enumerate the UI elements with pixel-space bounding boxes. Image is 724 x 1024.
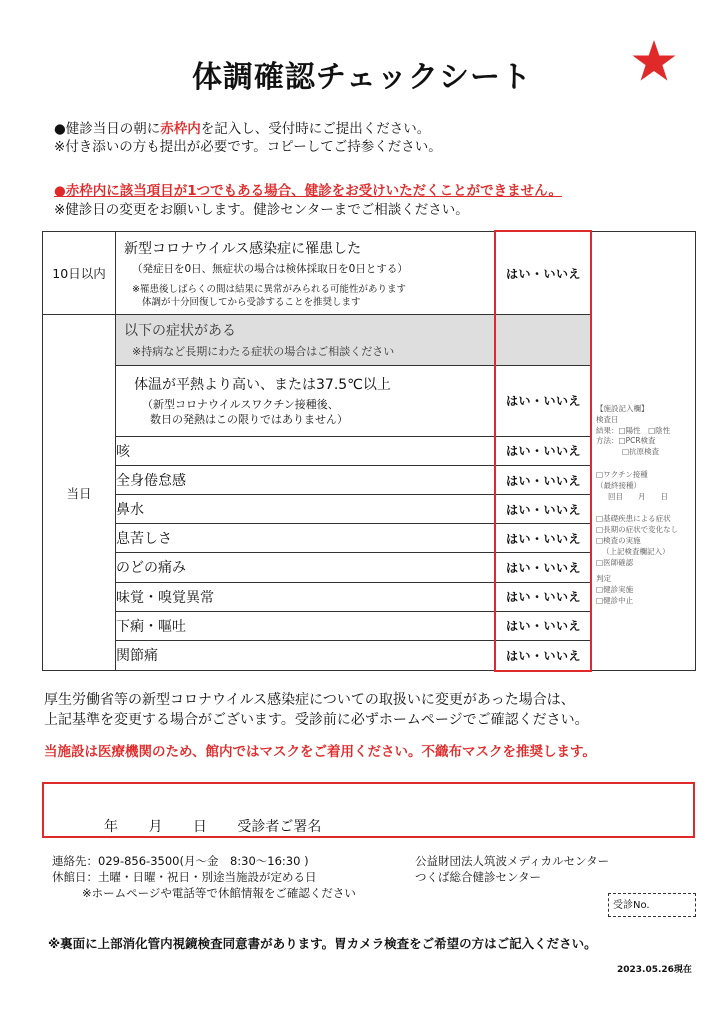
warning-text: ●赤枠内に該当項目が1つでもある場合、健診をお受けいただくことができません。 ※健診日の変更をお願いします。健診センターまでご相談ください。: [54, 183, 562, 218]
revision-date: 2023.05.26現在: [617, 965, 692, 975]
answer-yes-no[interactable]: はい・いいえ: [496, 611, 592, 640]
back-page-note: ※裏面に上部消化管内視鏡検査同意書があります。胃カメラ検査をご希望の方はご記入ください。: [48, 936, 597, 951]
answer-yes-no[interactable]: はい・いいえ: [496, 365, 592, 436]
answer-yes-no[interactable]: はい・いいえ: [496, 640, 592, 670]
symptom-item: 全身倦怠感: [116, 466, 496, 495]
mask-notice: 当施設は医療機関のため、館内ではマスクをご着用ください。不織布マスクを推奨します。: [44, 744, 596, 760]
row-label-10days: 10日以内: [43, 232, 116, 315]
row-label-today: 当日: [43, 315, 116, 671]
symptom-item: 咳: [116, 436, 496, 465]
symptoms-header: 以下の症状がある ※持病など長期にわたる症状の場合はご相談ください: [116, 315, 496, 365]
symptom-item: 息苦しさ: [116, 524, 496, 553]
table-row: [43, 232, 696, 315]
answer-yes-no[interactable]: はい・いいえ: [496, 582, 592, 611]
star-icon: [628, 36, 680, 88]
q-temperature: 体温が平熱より高い、または37.5℃以上 （新型コロナウイルスワクチン接種後、 数日の発熱はこの限りではありません）: [116, 365, 496, 436]
answer-yes-no[interactable]: はい・いいえ: [496, 524, 592, 553]
answer-yes-no[interactable]: はい・いいえ: [496, 553, 592, 582]
symptom-item: 下痢・嘔吐: [116, 611, 496, 640]
answer-yes-no[interactable]: はい・いいえ: [496, 232, 592, 315]
red-answer-frame: [494, 230, 592, 672]
organization: 公益財団法人筑波メディカルセンター つくば総合健診センター: [415, 854, 610, 884]
symptom-item: 鼻水: [116, 495, 496, 524]
symptom-item: 味覚・嗅覚異常: [116, 582, 496, 611]
answer-yes-no[interactable]: はい・いいえ: [496, 495, 592, 524]
answer-yes-no[interactable]: はい・いいえ: [496, 436, 592, 465]
answer-yes-no[interactable]: はい・いいえ: [496, 466, 592, 495]
contact-info: 連絡先：029-856-3500(月～金 8:30～16:30 ) 休館日：土曜・日曜・祝日・別途当施設が定める日 ※ホームページや電話等で休館情報をご確認ください: [52, 854, 356, 900]
q-covid-infected: 新型コロナウイルス感染症に罹患した （発症日を0日、無症状の場合は検体採取日を0日とする） ※罹患後しばらくの間は結果に異常がみられる可能性があります 体調が十分回復してから受診することを推奨します: [116, 232, 496, 315]
symptom-item: のどの痛み: [116, 553, 496, 582]
signature-line: 年 月 日 受診者ご署名: [104, 819, 322, 835]
intro-text: ●健診当日の朝に赤枠内を記入し、受付時にご提出ください。 ※付き添いの方も提出が必要です。コピーしてご持参ください。: [54, 121, 442, 155]
exam-number-field[interactable]: 受診No.: [608, 893, 696, 917]
facility-notes: 【施設記入欄】 検査日 結果：□陽性 □陰性 方法：□PCR検査 □抗原検査 □ワクチン接種 （最終接種） 回目 月 日 □基礎疾患による症状 □長期の症状で変化なし □検査の実施 （上記検査欄記入） □医師確認 判定 □健診実施 □健診中止: [596, 404, 679, 605]
symptom-item: 関節痛: [116, 640, 496, 670]
page-title: 体調確認チェックシート: [191, 60, 533, 95]
policy-notice: 厚生労働省等の新型コロナウイルス感染症についての取扱いに変更があった場合は、 上記基準を変更する場合がございます。受診前に必ずホームページでご確認ください。: [44, 692, 589, 728]
